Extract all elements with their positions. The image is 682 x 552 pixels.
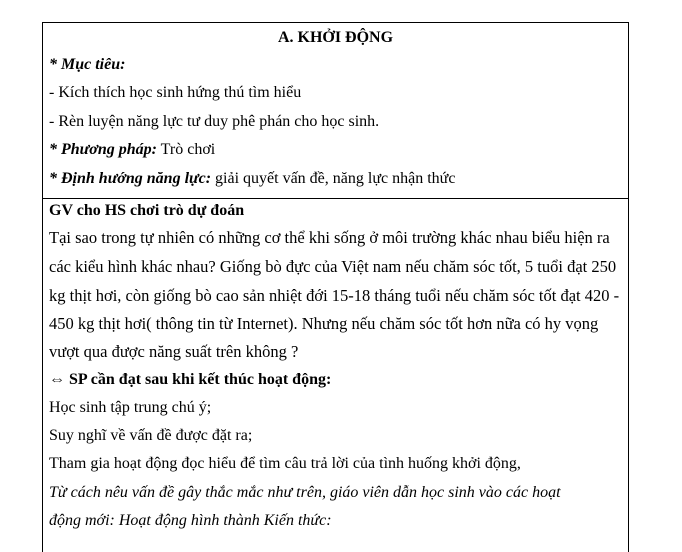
- section-a-cell: [43, 23, 628, 199]
- competence-line: [49, 169, 455, 189]
- activity-heading: GV cho HS chơi trò dự đoán: [49, 202, 245, 219]
- paragraph-line-2: các kiểu hình khác nhau? Giống bò đực của Việt nam nếu chăm sóc tốt, 5 tuổi đạt 250: [49, 257, 617, 276]
- method-line: [49, 140, 215, 160]
- product-heading: ⇔ SP cần đạt sau khi kết thúc hoạt động:: [49, 371, 332, 388]
- objective-item-2: - Rèn luyện năng lực tư duy phê phán cho học sinh.: [49, 113, 380, 130]
- paragraph-line-3: kg thịt hơi, còn giống bò cao sản nhiệt đới 15-18 tháng tuổi nếu chăm sóc tốt đạt 420 -: [49, 286, 620, 305]
- transition-line-2: động mới: Hoạt động hình thành Kiến thức:: [49, 512, 332, 529]
- method-value: Trò chơi: [156, 141, 216, 158]
- competence-label: * Định hướng năng lực:: [49, 170, 212, 187]
- lesson-table: [42, 22, 629, 552]
- competence-value: giải quyết vấn đề, năng lực nhận thức: [211, 170, 456, 187]
- product-item-1: Học sinh tập trung chú ý;: [49, 399, 212, 416]
- paragraph-line-1: Tại sao trong tự nhiên có những cơ thể khi sống ở môi trường khác nhau biểu hiện ra: [49, 228, 610, 247]
- product-item-3: Tham gia hoạt động đọc hiểu để tìm câu trả lời của tình huống khởi động,: [49, 455, 521, 472]
- method-label: * Phương pháp:: [49, 141, 157, 158]
- product-item-2: Suy nghĩ về vấn đề được đặt ra;: [49, 427, 253, 444]
- paragraph-line-4: 450 kg thịt hơi( thông tin từ Internet). Nhưng nếu chăm sóc tốt hơn nữa có hy vọng: [49, 314, 599, 333]
- transition-line-1: Từ cách nêu vấn đề gây thắc mắc như trên, giáo viên dẫn học sinh vào các hoạt: [49, 484, 561, 501]
- objective-item-1: - Kích thích học sinh hứng thú tìm hiểu: [49, 84, 302, 101]
- objective-label: * Mục tiêu:: [49, 56, 126, 73]
- section-title: A. KHỞI ĐỘNG: [277, 29, 394, 46]
- paragraph-line-5: vượt qua được năng suất trên không ?: [49, 342, 299, 361]
